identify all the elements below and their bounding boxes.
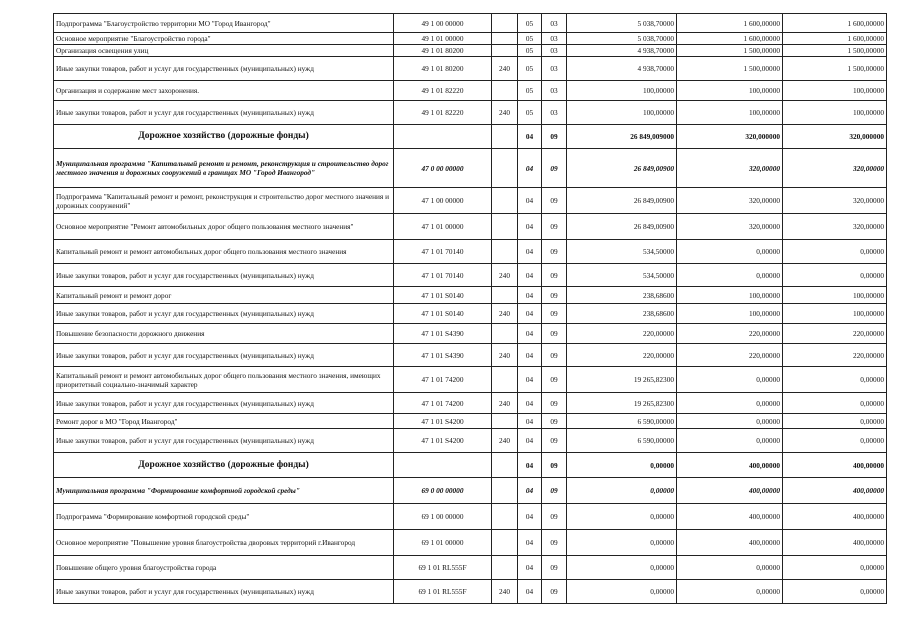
row-value-1: 0,00000 <box>567 504 677 530</box>
row-kcsr: 47 1 01 70140 <box>394 264 492 287</box>
row-kvr <box>492 214 518 240</box>
row-pr: 09 <box>542 453 567 478</box>
row-kvr: 240 <box>492 429 518 453</box>
row-kcsr: 47 1 01 00000 <box>394 214 492 240</box>
row-name: Повышение безопасности дорожного движения <box>54 324 394 344</box>
row-kvr <box>492 149 518 188</box>
row-kvr <box>492 324 518 344</box>
row-name: Муниципальная программа "Капитальный ремонт и ремонт, реконструкция и строительство дорог местного значения и дорожных сооружений в границах МО "Город Ивангород" <box>54 149 394 188</box>
row-name: Иные закупки товаров, работ и услуг для государственных (муниципальных) нужд <box>54 101 394 125</box>
row-value-3: 320,00000 <box>783 188 887 214</box>
row-kcsr: 47 1 01 S4390 <box>394 344 492 367</box>
row-kvr <box>492 414 518 429</box>
row-pr: 09 <box>542 287 567 304</box>
row-value-2: 100,00000 <box>677 101 783 125</box>
row-value-2: 320,00000 <box>677 149 783 188</box>
row-value-3: 400,00000 <box>783 478 887 504</box>
row-name: Подпрограмма "Благоустройство территории МО "Город Ивангород" <box>54 14 394 33</box>
row-kcsr: 49 1 00 00000 <box>394 14 492 33</box>
row-name: Капитальный ремонт и ремонт дорог <box>54 287 394 304</box>
row-value-3: 1 600,00000 <box>783 33 887 45</box>
row-value-2: 1 600,00000 <box>677 14 783 33</box>
row-value-1: 0,00000 <box>567 478 677 504</box>
row-value-3: 1 500,00000 <box>783 45 887 57</box>
table-row <box>54 429 887 453</box>
row-rz: 04 <box>518 344 542 367</box>
row-value-1: 238,68600 <box>567 304 677 324</box>
row-kvr: 240 <box>492 264 518 287</box>
row-pr: 09 <box>542 429 567 453</box>
row-pr: 09 <box>542 324 567 344</box>
table-row <box>54 344 887 367</box>
row-name: Муниципальная программа "Формирование комфортной городской среды" <box>54 478 394 504</box>
row-rz: 04 <box>518 240 542 264</box>
row-value-3: 0,00000 <box>783 264 887 287</box>
row-kvr: 240 <box>492 344 518 367</box>
row-value-1: 0,00000 <box>567 580 677 604</box>
row-rz: 05 <box>518 101 542 125</box>
row-rz: 04 <box>518 264 542 287</box>
row-name: Иные закупки товаров, работ и услуг для государственных (муниципальных) нужд <box>54 393 394 414</box>
row-kvr <box>492 478 518 504</box>
table-row <box>54 33 887 45</box>
table-row <box>54 264 887 287</box>
row-value-3: 0,00000 <box>783 393 887 414</box>
row-rz: 04 <box>518 504 542 530</box>
row-value-2: 1 500,00000 <box>677 57 783 81</box>
row-value-1: 220,00000 <box>567 324 677 344</box>
row-value-1: 6 590,00000 <box>567 429 677 453</box>
row-value-3: 400,00000 <box>783 530 887 556</box>
row-rz: 04 <box>518 214 542 240</box>
row-pr: 09 <box>542 240 567 264</box>
row-pr: 03 <box>542 101 567 125</box>
table-row <box>54 57 887 81</box>
row-pr: 09 <box>542 188 567 214</box>
row-value-2: 320,00000 <box>677 188 783 214</box>
row-rz: 04 <box>518 556 542 580</box>
row-value-2: 220,00000 <box>677 344 783 367</box>
row-name: Дорожное хозяйство (дорожные фонды) <box>54 125 394 149</box>
row-rz: 04 <box>518 478 542 504</box>
row-name: Иные закупки товаров, работ и услуг для государственных (муниципальных) нужд <box>54 304 394 324</box>
row-name: Подпрограмма "Капитальный ремонт и ремонт, реконструкция и строительство дорог местного значения и дорожных сооружений" <box>54 188 394 214</box>
row-rz: 05 <box>518 81 542 101</box>
row-kvr <box>492 33 518 45</box>
row-value-2: 0,00000 <box>677 240 783 264</box>
row-value-1: 534,50000 <box>567 264 677 287</box>
row-kcsr: 47 1 01 74200 <box>394 393 492 414</box>
row-kvr <box>492 45 518 57</box>
row-value-1: 220,00000 <box>567 344 677 367</box>
row-pr: 09 <box>542 414 567 429</box>
row-kvr: 240 <box>492 101 518 125</box>
row-value-2: 1 600,00000 <box>677 33 783 45</box>
row-pr: 09 <box>542 149 567 188</box>
row-value-2: 0,00000 <box>677 367 783 393</box>
table-row <box>54 45 887 57</box>
section-row <box>54 453 887 478</box>
row-name: Основное мероприятие "Благоустройство города" <box>54 33 394 45</box>
row-rz: 05 <box>518 57 542 81</box>
row-rz: 04 <box>518 453 542 478</box>
row-rz: 04 <box>518 580 542 604</box>
row-pr: 09 <box>542 504 567 530</box>
row-value-3: 320,00000 <box>783 149 887 188</box>
row-pr: 09 <box>542 125 567 149</box>
row-rz: 04 <box>518 188 542 214</box>
row-kcsr: 47 1 01 S4200 <box>394 429 492 453</box>
table-row <box>54 214 887 240</box>
row-kvr <box>492 14 518 33</box>
row-kcsr <box>394 125 492 149</box>
row-pr: 09 <box>542 304 567 324</box>
row-value-3: 400,00000 <box>783 504 887 530</box>
table-row <box>54 14 887 33</box>
row-name: Основное мероприятие "Повышение уровня благоустройства дворовых территорий г.Ивангород <box>54 530 394 556</box>
row-rz: 04 <box>518 304 542 324</box>
row-value-2: 0,00000 <box>677 580 783 604</box>
row-pr: 03 <box>542 81 567 101</box>
table-row <box>54 304 887 324</box>
table-row <box>54 81 887 101</box>
row-pr: 09 <box>542 214 567 240</box>
row-value-2: 100,00000 <box>677 304 783 324</box>
row-name: Иные закупки товаров, работ и услуг для государственных (муниципальных) нужд <box>54 580 394 604</box>
row-name: Повышение общего уровня благоустройства города <box>54 556 394 580</box>
row-rz: 04 <box>518 287 542 304</box>
row-name: Ремонт дорог в МО "Город Ивангород" <box>54 414 394 429</box>
row-value-3: 0,00000 <box>783 240 887 264</box>
row-rz: 05 <box>518 33 542 45</box>
row-kcsr: 47 1 01 S4390 <box>394 324 492 344</box>
row-name: Дорожное хозяйство (дорожные фонды) <box>54 453 394 478</box>
row-value-3: 0,00000 <box>783 556 887 580</box>
row-kvr <box>492 81 518 101</box>
row-pr: 09 <box>542 556 567 580</box>
row-pr: 03 <box>542 45 567 57</box>
row-kvr <box>492 367 518 393</box>
row-kvr: 240 <box>492 57 518 81</box>
row-kvr <box>492 188 518 214</box>
row-value-1: 0,00000 <box>567 453 677 478</box>
row-pr: 09 <box>542 530 567 556</box>
row-value-1: 534,50000 <box>567 240 677 264</box>
row-value-2: 320,00000 <box>677 214 783 240</box>
row-pr: 09 <box>542 580 567 604</box>
row-kvr: 240 <box>492 580 518 604</box>
row-value-2: 320,000000 <box>677 125 783 149</box>
row-value-1: 0,00000 <box>567 530 677 556</box>
row-rz: 04 <box>518 414 542 429</box>
row-value-1: 100,00000 <box>567 101 677 125</box>
table-row <box>54 556 887 580</box>
row-value-2: 0,00000 <box>677 414 783 429</box>
row-rz: 04 <box>518 530 542 556</box>
row-kvr <box>492 240 518 264</box>
row-kcsr <box>394 453 492 478</box>
table-row <box>54 101 887 125</box>
row-rz: 04 <box>518 429 542 453</box>
row-name: Организация освещения улиц <box>54 45 394 57</box>
row-rz: 04 <box>518 393 542 414</box>
row-pr: 09 <box>542 478 567 504</box>
row-rz: 04 <box>518 324 542 344</box>
program-row <box>54 478 887 504</box>
row-value-3: 1 500,00000 <box>783 57 887 81</box>
row-pr: 09 <box>542 264 567 287</box>
row-kcsr: 47 1 01 70140 <box>394 240 492 264</box>
row-value-1: 26 849,00900 <box>567 214 677 240</box>
row-value-3: 100,00000 <box>783 101 887 125</box>
row-rz: 04 <box>518 125 542 149</box>
row-kvr <box>492 556 518 580</box>
row-value-3: 100,00000 <box>783 81 887 101</box>
row-pr: 09 <box>542 344 567 367</box>
row-value-2: 0,00000 <box>677 393 783 414</box>
row-name: Иные закупки товаров, работ и услуг для государственных (муниципальных) нужд <box>54 57 394 81</box>
row-name: Иные закупки товаров, работ и услуг для государственных (муниципальных) нужд <box>54 429 394 453</box>
row-value-1: 5 038,70000 <box>567 33 677 45</box>
row-kcsr: 49 1 01 80200 <box>394 57 492 81</box>
row-name: Подпрограмма "Формирование комфортной городской среды" <box>54 504 394 530</box>
table-row <box>54 367 887 393</box>
row-name: Капитальный ремонт и ремонт автомобильных дорог общего пользования местного значения <box>54 240 394 264</box>
row-kvr <box>492 504 518 530</box>
row-kvr: 240 <box>492 304 518 324</box>
budget-table-body <box>54 14 887 604</box>
row-value-3: 0,00000 <box>783 580 887 604</box>
row-kcsr: 69 1 01 00000 <box>394 530 492 556</box>
row-value-3: 0,00000 <box>783 414 887 429</box>
row-value-3: 220,00000 <box>783 324 887 344</box>
row-rz: 05 <box>518 14 542 33</box>
table-row <box>54 393 887 414</box>
table-row <box>54 188 887 214</box>
row-value-2: 0,00000 <box>677 429 783 453</box>
row-kcsr: 47 1 01 S0140 <box>394 304 492 324</box>
row-value-3: 0,00000 <box>783 367 887 393</box>
row-kcsr: 47 1 00 00000 <box>394 188 492 214</box>
row-value-3: 320,000000 <box>783 125 887 149</box>
row-name: Основное мероприятие "Ремонт автомобильных дорог общего пользования местного значения" <box>54 214 394 240</box>
row-value-1: 0,00000 <box>567 556 677 580</box>
row-value-1: 4 938,70000 <box>567 57 677 81</box>
row-value-1: 5 038,70000 <box>567 14 677 33</box>
section-row <box>54 125 887 149</box>
row-kvr <box>492 287 518 304</box>
row-value-2: 100,00000 <box>677 287 783 304</box>
row-kcsr: 69 0 00 00000 <box>394 478 492 504</box>
row-rz: 04 <box>518 149 542 188</box>
row-kcsr: 47 0 00 00000 <box>394 149 492 188</box>
table-row <box>54 530 887 556</box>
row-value-3: 0,00000 <box>783 429 887 453</box>
row-value-2: 400,00000 <box>677 530 783 556</box>
row-kcsr: 69 1 01 RL555F <box>394 556 492 580</box>
row-value-2: 0,00000 <box>677 556 783 580</box>
row-kcsr: 47 1 01 S4200 <box>394 414 492 429</box>
table-row <box>54 414 887 429</box>
row-value-2: 100,00000 <box>677 81 783 101</box>
row-value-2: 400,00000 <box>677 478 783 504</box>
budget-table <box>53 13 887 604</box>
program-row <box>54 149 887 188</box>
row-kcsr: 49 1 01 80200 <box>394 45 492 57</box>
row-name: Капитальный ремонт и ремонт автомобильных дорог общего пользования местного значения, имеющих приоритетный социально-значимый характер <box>54 367 394 393</box>
row-kvr <box>492 453 518 478</box>
row-value-1: 19 265,82300 <box>567 393 677 414</box>
table-row <box>54 324 887 344</box>
row-pr: 09 <box>542 367 567 393</box>
row-value-1: 238,68600 <box>567 287 677 304</box>
row-rz: 05 <box>518 45 542 57</box>
table-row <box>54 287 887 304</box>
row-value-1: 26 849,009000 <box>567 125 677 149</box>
row-kvr <box>492 530 518 556</box>
row-value-1: 19 265,82300 <box>567 367 677 393</box>
row-value-3: 320,00000 <box>783 214 887 240</box>
row-kcsr: 69 1 00 00000 <box>394 504 492 530</box>
row-pr: 03 <box>542 14 567 33</box>
row-kcsr: 49 1 01 82220 <box>394 81 492 101</box>
row-kcsr: 69 1 01 RL555F <box>394 580 492 604</box>
table-row <box>54 240 887 264</box>
row-kcsr: 49 1 01 82220 <box>394 101 492 125</box>
row-kvr <box>492 125 518 149</box>
row-name: Иные закупки товаров, работ и услуг для государственных (муниципальных) нужд <box>54 344 394 367</box>
row-kcsr: 47 1 01 S0140 <box>394 287 492 304</box>
row-value-3: 100,00000 <box>783 304 887 324</box>
row-value-1: 26 849,00900 <box>567 149 677 188</box>
row-value-2: 0,00000 <box>677 264 783 287</box>
row-value-3: 220,00000 <box>783 344 887 367</box>
row-value-2: 400,00000 <box>677 453 783 478</box>
table-row <box>54 504 887 530</box>
row-pr: 09 <box>542 393 567 414</box>
row-pr: 03 <box>542 33 567 45</box>
row-kcsr: 49 1 01 00000 <box>394 33 492 45</box>
row-value-2: 220,00000 <box>677 324 783 344</box>
row-pr: 03 <box>542 57 567 81</box>
row-name: Иные закупки товаров, работ и услуг для государственных (муниципальных) нужд <box>54 264 394 287</box>
row-name: Организация и содержание мест захоронения. <box>54 81 394 101</box>
row-value-3: 100,00000 <box>783 287 887 304</box>
row-value-3: 400,00000 <box>783 453 887 478</box>
row-kvr: 240 <box>492 393 518 414</box>
row-kcsr: 47 1 01 74200 <box>394 367 492 393</box>
row-value-2: 400,00000 <box>677 504 783 530</box>
table-row <box>54 580 887 604</box>
row-value-1: 26 849,00900 <box>567 188 677 214</box>
row-value-3: 1 600,00000 <box>783 14 887 33</box>
row-value-2: 1 500,00000 <box>677 45 783 57</box>
row-value-1: 6 590,00000 <box>567 414 677 429</box>
row-value-1: 100,00000 <box>567 81 677 101</box>
row-value-1: 4 938,70000 <box>567 45 677 57</box>
row-rz: 04 <box>518 367 542 393</box>
